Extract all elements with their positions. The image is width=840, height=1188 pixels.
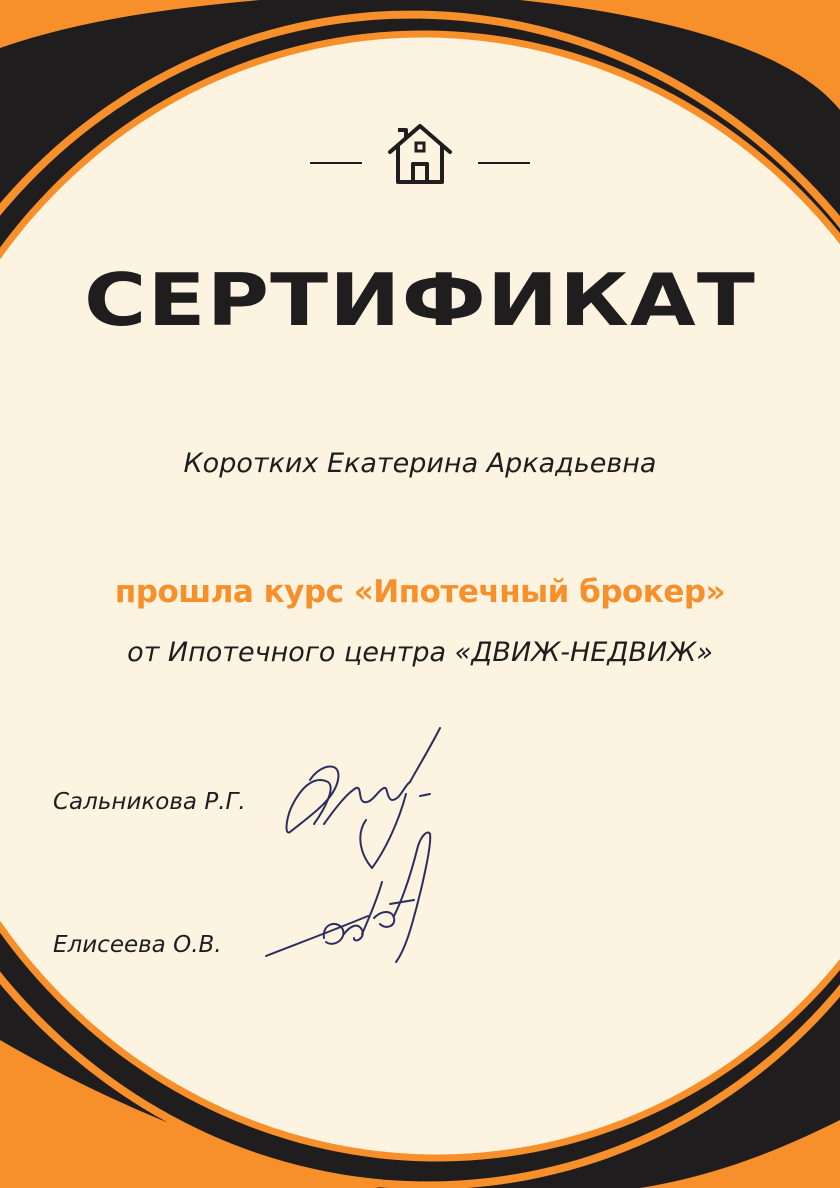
certificate-title: СЕРТИФИКАТ [83, 258, 757, 342]
emblem-dash-left [310, 162, 362, 164]
signer-name-1: Сальникова Р.Г. [53, 789, 246, 815]
emblem [300, 112, 540, 192]
organization-line: от Ипотечного центра «ДВИЖ-НЕДВИЖ» [127, 637, 713, 668]
recipient-name: Коротких Екатерина Аркадьевна [183, 448, 657, 479]
signature-2 [262, 826, 442, 968]
signer-name-2: Елисеева О.В. [53, 932, 222, 958]
emblem-dash-right [478, 162, 530, 164]
course-line: прошла курс «Ипотечный брокер» [114, 574, 726, 610]
house-icon [384, 116, 456, 188]
